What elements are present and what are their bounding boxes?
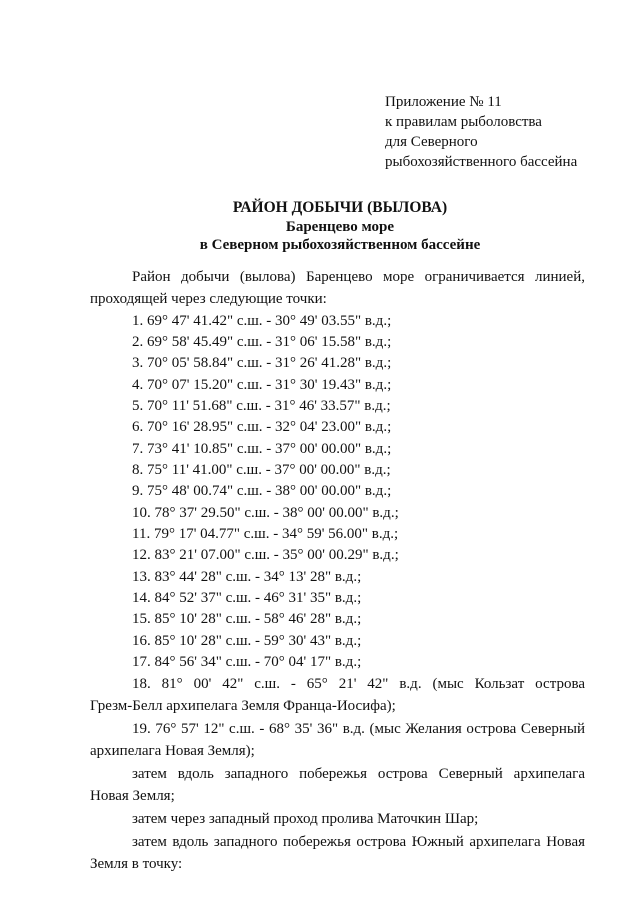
appendix-number: Приложение № 11 xyxy=(385,94,502,110)
point-item: 16. 85° 10' 28" с.ш. - 59° 30' 43" в.д.; xyxy=(132,633,362,649)
intro-line-1: Район добычи (вылова) Баренцево море ограничивается линией, xyxy=(132,269,585,285)
route-west-coast-north-line-1: затем вдоль западного побережья острова Северный архипелага xyxy=(132,766,585,782)
point-item: 17. 84° 56' 34" с.ш. - 70° 04' 17" в.д.; xyxy=(132,654,362,670)
point-item: 14. 84° 52' 37" с.ш. - 46° 31' 35" в.д.; xyxy=(132,590,362,606)
point-item: 1. 69° 47' 41.42" с.ш. - 30° 49' 03.55" в.д.; xyxy=(132,313,392,329)
appendix-basin-line1: для Северного xyxy=(385,134,478,150)
point-19-line-2: архипелага Новая Земля); xyxy=(90,743,255,759)
point-item: 10. 78° 37' 29.50" с.ш. - 38° 00' 00.00" в.д.; xyxy=(132,505,399,521)
point-18-line-2: Грезм-Белл архипелага Земля Франца-Иосифа); xyxy=(90,698,396,714)
route-matochkin-shar: затем через западный проход пролива Маточкин Шар; xyxy=(132,811,479,827)
document-subtitle-sea: Баренцево море xyxy=(285,219,395,235)
point-item: 12. 83° 21' 07.00" с.ш. - 35° 00' 00.29" в.д.; xyxy=(132,547,399,563)
point-item: 7. 73° 41' 10.85" с.ш. - 37° 00' 00.00" в.д.; xyxy=(132,441,392,457)
route-west-coast-south-line-1: затем вдоль западного побережья острова Южный архипелага Новая xyxy=(132,834,585,850)
point-item: 2. 69° 58' 45.49" с.ш. - 31° 06' 15.58" в.д.; xyxy=(132,334,392,350)
point-item: 15. 85° 10' 28" с.ш. - 58° 46' 28" в.д.; xyxy=(132,611,362,627)
document-subtitle-basin: в Северном рыбохозяйственном бассейне xyxy=(199,237,481,253)
appendix-basin-line2: рыбохозяйственного бассейна xyxy=(385,154,578,170)
point-item: 6. 70° 16' 28.95" с.ш. - 32° 04' 23.00" в.д.; xyxy=(132,419,392,435)
point-item: 13. 83° 44' 28" с.ш. - 34° 13' 28" в.д.; xyxy=(132,569,362,585)
intro-line-2: проходящей через следующие точки: xyxy=(90,291,327,307)
point-18-line-1: 18. 81° 00' 42" с.ш. - 65° 21' 42" в.д. (мыс Кользат острова xyxy=(132,676,585,692)
point-item: 8. 75° 11' 41.00" с.ш. - 37° 00' 00.00" в.д.; xyxy=(132,462,391,478)
appendix-reference: к правилам рыболовства xyxy=(385,114,542,130)
point-item: 9. 75° 48' 00.74" с.ш. - 38° 00' 00.00" в.д.; xyxy=(132,483,392,499)
point-item: 4. 70° 07' 15.20" с.ш. - 31° 30' 19.43" в.д.; xyxy=(132,377,392,393)
document-title: РАЙОН ДОБЫЧИ (ВЫЛОВА) xyxy=(232,199,448,216)
point-item: 11. 79° 17' 04.77" с.ш. - 34° 59' 56.00" в.д.; xyxy=(132,526,399,542)
point-19-line-1: 19. 76° 57' 12" с.ш. - 68° 35' 36" в.д. (мыс Желания острова Северный xyxy=(132,721,585,737)
point-item: 5. 70° 11' 51.68" с.ш. - 31° 46' 33.57" в.д.; xyxy=(132,398,391,414)
point-item: 3. 70° 05' 58.84" с.ш. - 31° 26' 41.28" в.д.; xyxy=(132,355,392,371)
appendix-header xyxy=(385,92,625,172)
route-west-coast-north-line-2: Новая Земля; xyxy=(90,788,175,804)
route-west-coast-south-line-2: Земля в точку: xyxy=(90,856,183,872)
